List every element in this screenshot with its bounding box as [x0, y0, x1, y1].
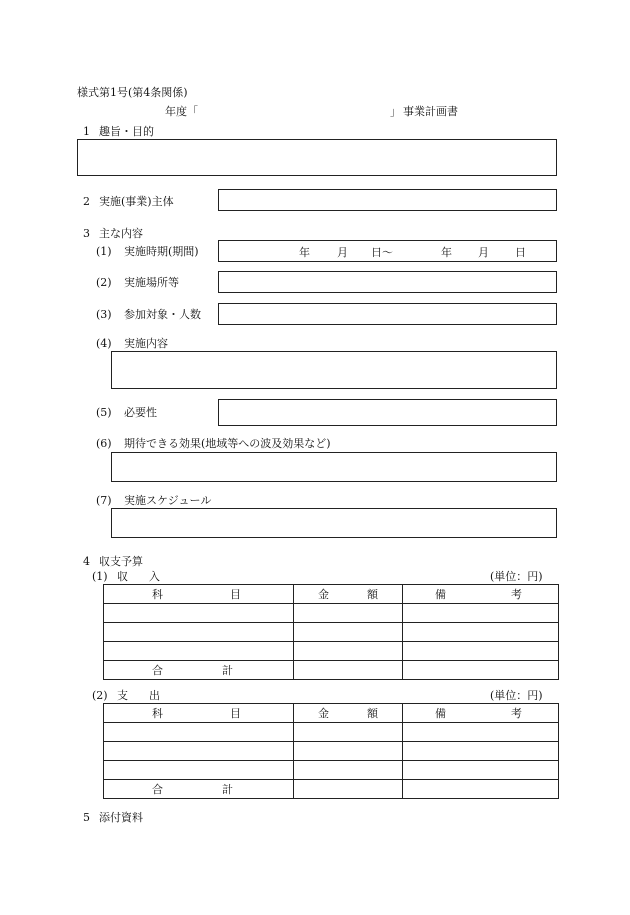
- item-6-label: 期待できる効果(地域等への波及効果など): [124, 437, 331, 450]
- item-1-label: 実施時期(期間): [124, 245, 199, 258]
- section-5-number: 5: [83, 811, 90, 824]
- table-row: [104, 723, 559, 742]
- income-unit: (単位：円): [490, 570, 543, 583]
- period-start-year: 年: [299, 246, 310, 259]
- item-cell[interactable]: [104, 723, 294, 742]
- section-2-number: 2: [83, 195, 90, 208]
- total-label: 合 計: [104, 661, 294, 680]
- table-row: [104, 742, 559, 761]
- item-4-label: 実施内容: [124, 337, 168, 350]
- amount-cell[interactable]: [294, 642, 403, 661]
- item-2-label: 実施場所等: [124, 276, 179, 289]
- expense-number: (2): [92, 689, 108, 702]
- section-5-label: 添付資料: [99, 811, 143, 824]
- table-row: [104, 642, 559, 661]
- header-item: 科 目: [104, 585, 294, 604]
- place-field[interactable]: [218, 271, 557, 293]
- header-remarks: 備 考: [403, 585, 559, 604]
- table-header-row: [104, 585, 559, 604]
- table-row: [104, 604, 559, 623]
- item-cell[interactable]: [104, 761, 294, 780]
- header-amount: 金 額: [294, 585, 403, 604]
- amount-cell[interactable]: [294, 604, 403, 623]
- income-label-2: 入: [149, 570, 160, 583]
- section-3-label: 主な内容: [99, 227, 143, 240]
- purpose-field[interactable]: [77, 139, 557, 176]
- item-7-number: (7): [96, 494, 112, 507]
- item-6-number: (6): [96, 437, 112, 450]
- item-4-number: (4): [96, 337, 112, 350]
- expense-label-1: 支: [117, 689, 128, 702]
- schedule-field[interactable]: [111, 508, 557, 538]
- period-start-day: 日〜: [371, 246, 393, 259]
- effects-field[interactable]: [111, 452, 557, 482]
- organizer-field[interactable]: [218, 189, 557, 211]
- item-cell[interactable]: [104, 623, 294, 642]
- amount-cell[interactable]: [294, 761, 403, 780]
- item-3-label: 参加対象・人数: [124, 308, 201, 321]
- total-remarks-cell[interactable]: [403, 661, 559, 680]
- period-end-year: 年: [441, 246, 452, 259]
- section-4-number: 4: [83, 555, 90, 568]
- period-end-day: 日: [515, 246, 526, 259]
- income-label-1: 収: [117, 570, 128, 583]
- expense-unit: (単位：円): [490, 689, 543, 702]
- section-3-number: 3: [83, 227, 90, 240]
- title-close-bracket: 」: [390, 105, 401, 118]
- item-cell[interactable]: [104, 604, 294, 623]
- header-remarks: 備 考: [403, 704, 559, 723]
- period-start-month: 月: [337, 246, 348, 259]
- item-cell[interactable]: [104, 742, 294, 761]
- total-row: [104, 661, 559, 680]
- table-row: [104, 623, 559, 642]
- total-remarks-cell[interactable]: [403, 780, 559, 799]
- income-table: [103, 584, 559, 680]
- item-cell[interactable]: [104, 642, 294, 661]
- section-2-label: 実施(事業)主体: [99, 195, 174, 208]
- remarks-cell[interactable]: [403, 723, 559, 742]
- content-field[interactable]: [111, 351, 557, 389]
- section-1-label: 趣旨・目的: [99, 125, 154, 138]
- item-1-number: (1): [96, 245, 112, 258]
- total-label: 合 計: [104, 780, 294, 799]
- section-4-label: 収支予算: [99, 555, 143, 568]
- section-1-number: 1: [83, 125, 90, 138]
- item-7-label: 実施スケジュール: [124, 494, 212, 507]
- remarks-cell[interactable]: [403, 623, 559, 642]
- form-number: 様式第1号(第4条関係): [77, 86, 188, 99]
- title-plan: 事業計画書: [403, 105, 458, 118]
- amount-cell[interactable]: [294, 723, 403, 742]
- income-number: (1): [92, 570, 108, 583]
- expense-table: [103, 703, 559, 799]
- expense-label-2: 出: [149, 689, 160, 702]
- amount-cell[interactable]: [294, 623, 403, 642]
- table-header-row: [104, 704, 559, 723]
- item-3-number: (3): [96, 308, 112, 321]
- participants-field[interactable]: [218, 303, 557, 325]
- remarks-cell[interactable]: [403, 604, 559, 623]
- remarks-cell[interactable]: [403, 642, 559, 661]
- period-field[interactable]: [218, 240, 557, 262]
- title-year: 年度「: [165, 105, 198, 118]
- item-5-label: 必要性: [124, 406, 157, 419]
- total-amount-cell[interactable]: [294, 661, 403, 680]
- header-amount: 金 額: [294, 704, 403, 723]
- remarks-cell[interactable]: [403, 742, 559, 761]
- period-end-month: 月: [478, 246, 489, 259]
- item-2-number: (2): [96, 276, 112, 289]
- table-row: [104, 761, 559, 780]
- total-amount-cell[interactable]: [294, 780, 403, 799]
- header-item: 科 目: [104, 704, 294, 723]
- necessity-field[interactable]: [218, 399, 557, 426]
- remarks-cell[interactable]: [403, 761, 559, 780]
- total-row: [104, 780, 559, 799]
- amount-cell[interactable]: [294, 742, 403, 761]
- item-5-number: (5): [96, 406, 112, 419]
